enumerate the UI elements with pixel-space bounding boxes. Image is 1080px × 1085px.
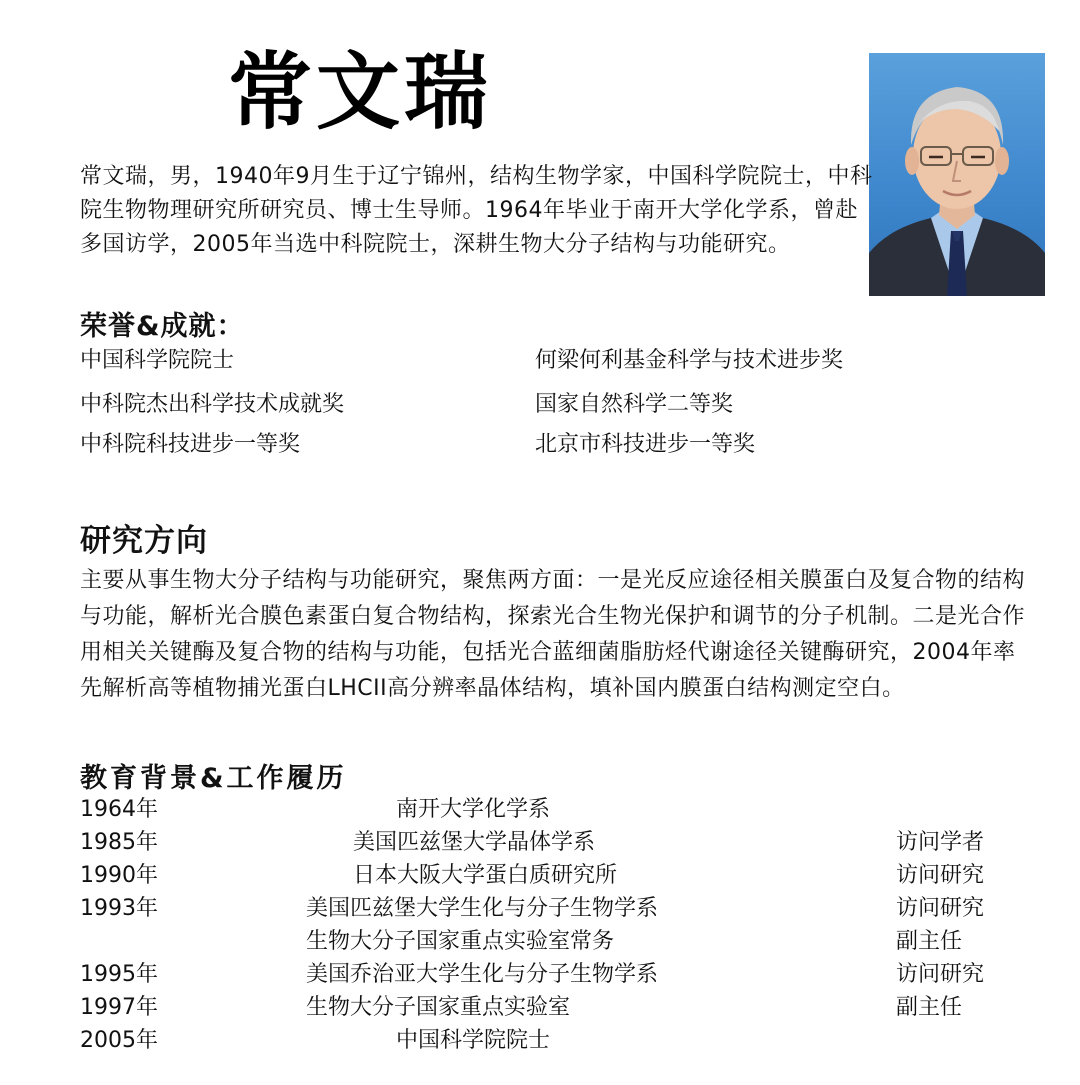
- timeline-role: 访问学者: [896, 830, 985, 855]
- timeline-year: 1993年: [80, 896, 158, 921]
- timeline-institution: 中国科学院院士: [396, 1028, 551, 1053]
- honor-item: 中科院杰出科学技术成就奖: [80, 392, 345, 417]
- honor-item: 何梁何利基金科学与技术进步奖: [535, 348, 844, 373]
- timeline-row: [80, 892, 1040, 925]
- timeline-role: 访问研究: [896, 896, 985, 921]
- timeline-row: [80, 826, 1040, 859]
- portrait-photo: [869, 53, 1045, 296]
- timeline-year: 2005年: [80, 1028, 158, 1053]
- honor-item: 中科院科技进步一等奖: [80, 432, 301, 457]
- timeline-row: [80, 991, 1040, 1024]
- honor-item: 中国科学院院士: [80, 348, 235, 373]
- timeline-institution: 美国匹兹堡大学晶体学系: [353, 830, 596, 855]
- timeline-row: [80, 793, 1040, 826]
- timeline-institution: 生物大分子国家重点实验室常务: [306, 929, 615, 954]
- timeline-row: [80, 859, 1040, 892]
- timeline-institution: 美国匹兹堡大学生化与分子生物学系: [306, 896, 659, 921]
- honor-item: 北京市科技进步一等奖: [535, 432, 756, 457]
- timeline-year: 1997年: [80, 995, 158, 1020]
- timeline-row: [80, 958, 1040, 991]
- timeline-year: 1995年: [80, 962, 158, 987]
- timeline-institution: 生物大分子国家重点实验室: [306, 995, 571, 1020]
- honors-heading: 荣誉&成就：: [80, 311, 245, 342]
- honor-item: 国家自然科学二等奖: [535, 392, 734, 417]
- timeline-institution: 南开大学化学系: [396, 797, 551, 822]
- research-heading: 研究方向: [80, 523, 208, 559]
- intro-paragraph: 常文瑞，男，1940年9月生于辽宁锦州，结构生物学家，中国科学院院士，中科院生物物理研究所研究员、博士生导师。1964年毕业于南开大学化学系，曾赴多国访学，2005年当选中科院院士，深耕生物大分子结构与功能研究。: [80, 164, 873, 257]
- timeline-role: 副主任: [896, 995, 963, 1020]
- timeline-year: 1990年: [80, 863, 158, 888]
- research-paragraph: 主要从事生物大分子结构与功能研究，聚焦两方面：一是光反应途径相关膜蛋白及复合物的结构与功能，解析光合膜色素蛋白复合物结构，探索光合生物光保护和调节的分子机制。二是光合作用相关关键酶及复合物的结构与功能，包括光合蓝细菌脂肪烃代谢途径关键酶研究，2004年率先解析高等植物捕光蛋白LHCII高分辨率晶体结构，填补国内膜蛋白结构测定空白。: [80, 568, 1026, 701]
- timeline-role: 副主任: [896, 929, 963, 954]
- timeline-role: 访问研究: [896, 962, 985, 987]
- timeline-institution: 美国乔治亚大学生化与分子生物学系: [306, 962, 659, 987]
- timeline-year: 1985年: [80, 830, 158, 855]
- timeline-year: 1964年: [80, 797, 158, 822]
- education-heading: 教育背景&工作履历: [80, 763, 347, 794]
- timeline-role: 访问研究: [896, 863, 985, 888]
- timeline-row: [80, 1024, 1040, 1057]
- person-name: 常文瑞: [228, 43, 493, 141]
- timeline-row: [80, 925, 1040, 958]
- timeline-institution: 日本大阪大学蛋白质研究所: [353, 863, 618, 888]
